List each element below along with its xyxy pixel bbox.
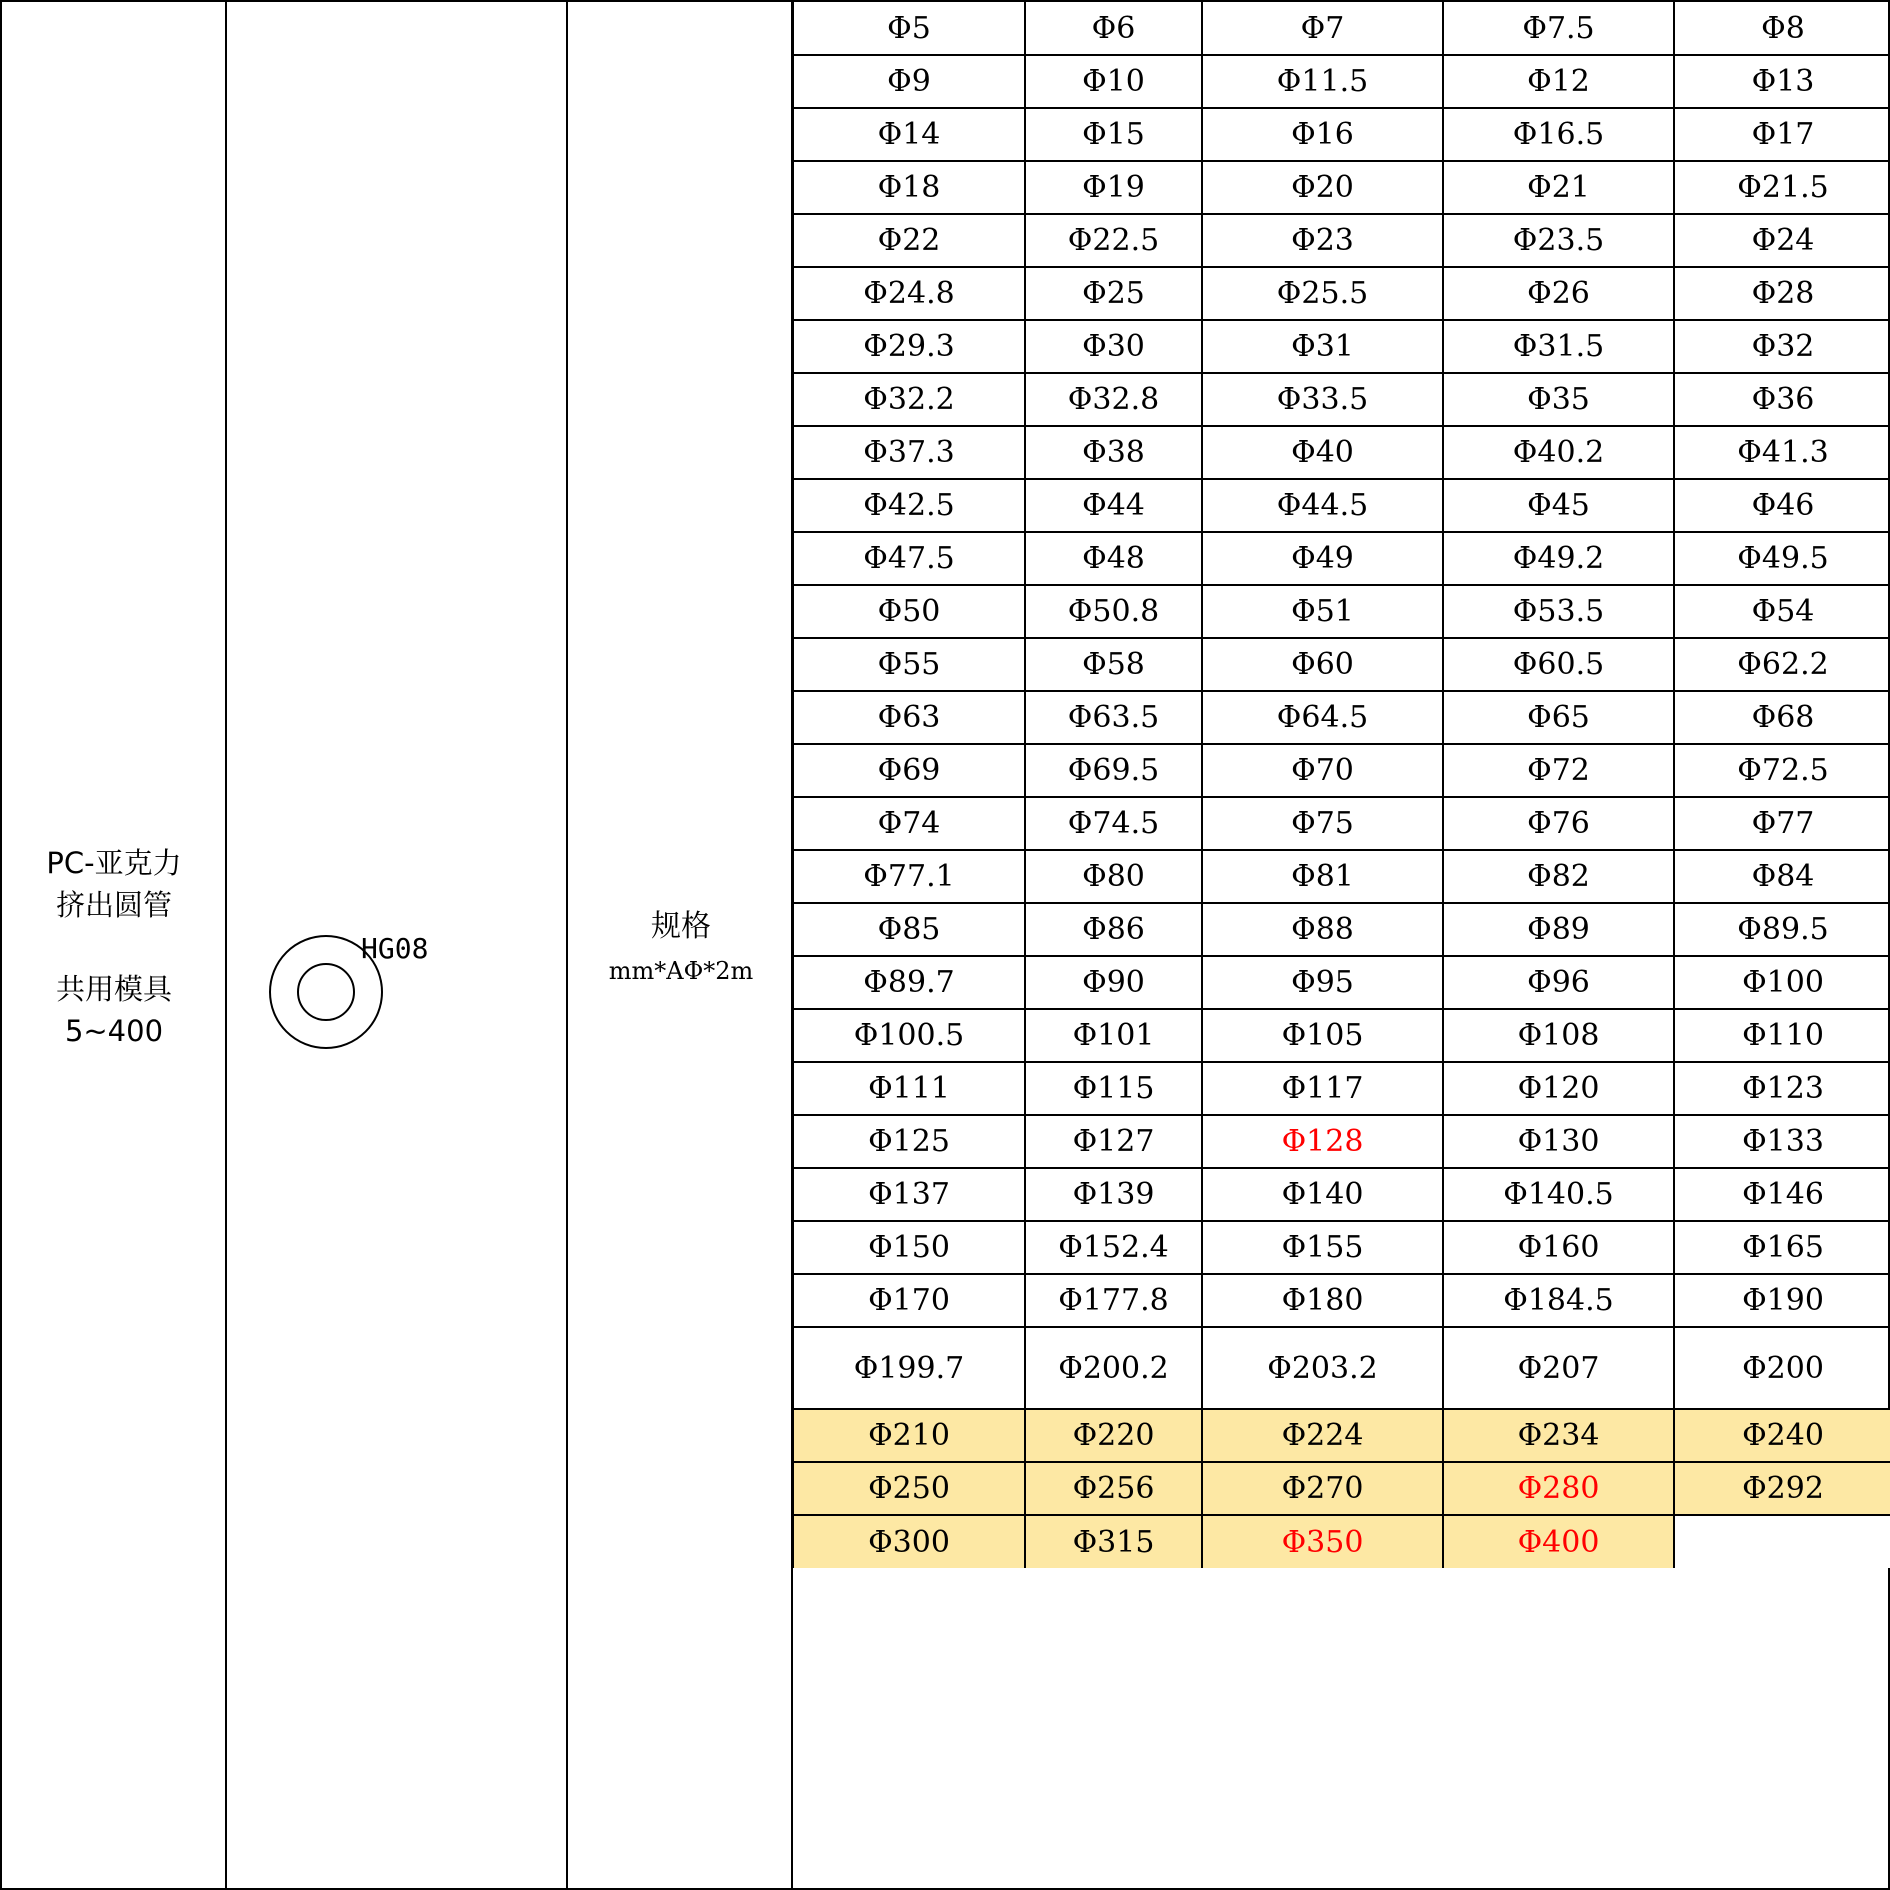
diameter-cell: Φ58 (1025, 638, 1202, 691)
product-info (2, 842, 226, 1052)
diameter-cell: Φ207 (1443, 1327, 1674, 1409)
diameter-cell: Φ128 (1202, 1115, 1443, 1168)
diameter-cell: Φ177.8 (1025, 1274, 1202, 1327)
diameter-cell: Φ32 (1674, 320, 1890, 373)
diameter-cell: Φ165 (1674, 1221, 1890, 1274)
diameter-cell: Φ86 (1025, 903, 1202, 956)
table-row (793, 1327, 1890, 1409)
diameter-cell: Φ11.5 (1202, 55, 1443, 108)
diameter-cell: Φ13 (1674, 55, 1890, 108)
diameter-cell: Φ50.8 (1025, 585, 1202, 638)
diameter-cell: Φ101 (1025, 1009, 1202, 1062)
diameter-cell: Φ10 (1025, 55, 1202, 108)
diameter-cell: Φ8 (1674, 2, 1890, 55)
diameter-cell: Φ81 (1202, 850, 1443, 903)
diameter-cell: Φ203.2 (1202, 1327, 1443, 1409)
table-row (793, 691, 1890, 744)
table-row (793, 1115, 1890, 1168)
diameter-cell: Φ84 (1674, 850, 1890, 903)
diameter-cell: Φ63 (793, 691, 1025, 744)
diameter-cell: Φ50 (793, 585, 1025, 638)
diameter-cell: Φ74 (793, 797, 1025, 850)
table-row (793, 373, 1890, 426)
diameter-cell: Φ25.5 (1202, 267, 1443, 320)
diameter-cell: Φ44 (1025, 479, 1202, 532)
diameter-cell: Φ150 (793, 1221, 1025, 1274)
diameter-cell: Φ62.2 (1674, 638, 1890, 691)
diameter-cell: Φ35 (1443, 373, 1674, 426)
diameter-cell: Φ200.2 (1025, 1327, 1202, 1409)
table-row (793, 161, 1890, 214)
diameter-cell: Φ72 (1443, 744, 1674, 797)
diameter-cell: Φ85 (793, 903, 1025, 956)
diameter-cell: Φ46 (1674, 479, 1890, 532)
diameter-cell: Φ77.1 (793, 850, 1025, 903)
table-row (793, 1462, 1890, 1515)
diameter-cell: Φ68 (1674, 691, 1890, 744)
diameter-cell: Φ26 (1443, 267, 1674, 320)
diameter-cell: Φ70 (1202, 744, 1443, 797)
diameter-cell: Φ32.2 (793, 373, 1025, 426)
empty-cell (1674, 1515, 1890, 1568)
diameter-cell: Φ40 (1202, 426, 1443, 479)
diameter-cell: Φ29.3 (793, 320, 1025, 373)
diameter-cell: Φ270 (1202, 1462, 1443, 1515)
diameter-cell: Φ69.5 (1025, 744, 1202, 797)
diameter-cell: Φ21.5 (1674, 161, 1890, 214)
diameter-cell: Φ23.5 (1443, 214, 1674, 267)
table-row (793, 638, 1890, 691)
diameter-cell: Φ100.5 (793, 1009, 1025, 1062)
diameter-cell: Φ140 (1202, 1168, 1443, 1221)
diameter-cell: Φ82 (1443, 850, 1674, 903)
diameter-cell: Φ108 (1443, 1009, 1674, 1062)
diameter-cell: Φ315 (1025, 1515, 1202, 1568)
table-row (793, 214, 1890, 267)
table-row (793, 320, 1890, 373)
diameter-cell: Φ7.5 (1443, 2, 1674, 55)
table-row (793, 744, 1890, 797)
diameter-cell: Φ300 (793, 1515, 1025, 1568)
diameter-table (792, 2, 1890, 1568)
table-row (793, 956, 1890, 1009)
table-row (793, 267, 1890, 320)
table-row (793, 903, 1890, 956)
table-row (793, 532, 1890, 585)
diameter-cell: Φ28 (1674, 267, 1890, 320)
diameter-cell: Φ48 (1025, 532, 1202, 585)
diameter-cell: Φ350 (1202, 1515, 1443, 1568)
diameter-cell: Φ184.5 (1443, 1274, 1674, 1327)
product-name-line1: PC-亚克力 (46, 846, 182, 880)
diameter-cell: Φ80 (1025, 850, 1202, 903)
diameter-cell: Φ55 (793, 638, 1025, 691)
table-row (793, 2, 1890, 55)
diameter-cell: Φ130 (1443, 1115, 1674, 1168)
diameter-cell: Φ54 (1674, 585, 1890, 638)
diameter-cell: Φ89.7 (793, 956, 1025, 1009)
product-name-line2: 挤出圆管 (55, 888, 172, 922)
diameter-cell: Φ22 (793, 214, 1025, 267)
diameter-cell: Φ65 (1443, 691, 1674, 744)
spacer (2, 926, 226, 968)
diameter-cell: Φ19 (1025, 161, 1202, 214)
diameter-cell: Φ234 (1443, 1409, 1674, 1462)
diameter-cell: Φ44.5 (1202, 479, 1443, 532)
diameter-cell: Φ5 (793, 2, 1025, 55)
diameter-cell: Φ111 (793, 1062, 1025, 1115)
table-row (793, 1409, 1890, 1462)
diameter-cell: Φ120 (1443, 1062, 1674, 1115)
diameter-cell: Φ63.5 (1025, 691, 1202, 744)
diameter-cell: Φ53.5 (1443, 585, 1674, 638)
diameter-cell: Φ117 (1202, 1062, 1443, 1115)
diameter-cell: Φ180 (1202, 1274, 1443, 1327)
diameter-cell: Φ76 (1443, 797, 1674, 850)
diameter-cell: Φ22.5 (1025, 214, 1202, 267)
diameter-cell: Φ256 (1025, 1462, 1202, 1515)
diameter-cell: Φ14 (793, 108, 1025, 161)
table-row (793, 479, 1890, 532)
diameter-cell: Φ32.8 (1025, 373, 1202, 426)
table-row (793, 426, 1890, 479)
diameter-cell: Φ89 (1443, 903, 1674, 956)
diameter-cell: Φ125 (793, 1115, 1025, 1168)
diameter-cell: Φ36 (1674, 373, 1890, 426)
diameter-cell: Φ21 (1443, 161, 1674, 214)
diameter-cell: Φ42.5 (793, 479, 1025, 532)
table-row (793, 1062, 1890, 1115)
diameter-cell: Φ16 (1202, 108, 1443, 161)
diameter-cell: Φ33.5 (1202, 373, 1443, 426)
diameter-cell: Φ18 (793, 161, 1025, 214)
diameter-cell: Φ20 (1202, 161, 1443, 214)
diameter-cell: Φ89.5 (1674, 903, 1890, 956)
diameter-cell: Φ60 (1202, 638, 1443, 691)
diameter-cell: Φ24.8 (793, 267, 1025, 320)
profile-code: HG08 (361, 932, 429, 965)
diameter-cell: Φ75 (1202, 797, 1443, 850)
diameter-cell: Φ77 (1674, 797, 1890, 850)
diameter-cell: Φ210 (793, 1409, 1025, 1462)
diameter-cell: Φ105 (1202, 1009, 1443, 1062)
diameter-cell: Φ224 (1202, 1409, 1443, 1462)
diameter-cell: Φ49.2 (1443, 532, 1674, 585)
diameter-cell: Φ146 (1674, 1168, 1890, 1221)
diameter-cell: Φ12 (1443, 55, 1674, 108)
diameter-cell: Φ152.4 (1025, 1221, 1202, 1274)
table-row (793, 108, 1890, 161)
diameter-cell: Φ170 (793, 1274, 1025, 1327)
table-row (793, 585, 1890, 638)
diameter-cell: Φ60.5 (1443, 638, 1674, 691)
diameter-cell: Φ15 (1025, 108, 1202, 161)
diameter-cell: Φ220 (1025, 1409, 1202, 1462)
mold-range: 5~400 (64, 1014, 164, 1048)
diameter-cell: Φ190 (1674, 1274, 1890, 1327)
table-row (793, 1221, 1890, 1274)
table-row (793, 55, 1890, 108)
diameter-cell: Φ24 (1674, 214, 1890, 267)
diameter-cell: Φ155 (1202, 1221, 1443, 1274)
diameter-cell: Φ400 (1443, 1515, 1674, 1568)
table-row (793, 1274, 1890, 1327)
table-row (793, 1515, 1890, 1568)
diameter-cell: Φ69 (793, 744, 1025, 797)
diameter-cell: Φ49 (1202, 532, 1443, 585)
diameter-cell: Φ199.7 (793, 1327, 1025, 1409)
diameter-cell: Φ9 (793, 55, 1025, 108)
diameter-cell: Φ95 (1202, 956, 1443, 1009)
diameter-cell: Φ31 (1202, 320, 1443, 373)
table-row (793, 797, 1890, 850)
diameter-cell: Φ100 (1674, 956, 1890, 1009)
diameter-cell: Φ30 (1025, 320, 1202, 373)
diameter-cell: Φ139 (1025, 1168, 1202, 1221)
diameter-cell: Φ47.5 (793, 532, 1025, 585)
spec-title: 规格 (651, 909, 711, 944)
spec-unit: mm*AΦ*2m (608, 957, 754, 985)
diameter-cell: Φ115 (1025, 1062, 1202, 1115)
diameter-cell: Φ31.5 (1443, 320, 1674, 373)
table-row (793, 1009, 1890, 1062)
diameter-cell: Φ250 (793, 1462, 1025, 1515)
diameter-cell: Φ200 (1674, 1327, 1890, 1409)
diameter-cell: Φ88 (1202, 903, 1443, 956)
diameter-cell: Φ74.5 (1025, 797, 1202, 850)
diameter-cell: Φ45 (1443, 479, 1674, 532)
diameter-cell: Φ90 (1025, 956, 1202, 1009)
diameter-cell: Φ64.5 (1202, 691, 1443, 744)
diameter-table-body (793, 2, 1890, 1568)
diameter-cell: Φ160 (1443, 1221, 1674, 1274)
mold-line1: 共用模具 (55, 972, 172, 1006)
diameter-cell: Φ110 (1674, 1009, 1890, 1062)
diameter-cell: Φ49.5 (1674, 532, 1890, 585)
diameter-cell: Φ240 (1674, 1409, 1890, 1462)
diameter-cell: Φ137 (793, 1168, 1025, 1221)
diameter-cell: Φ38 (1025, 426, 1202, 479)
diameter-cell: Φ127 (1025, 1115, 1202, 1168)
diameter-cell: Φ133 (1674, 1115, 1890, 1168)
diameter-cell: Φ280 (1443, 1462, 1674, 1515)
diameter-cell: Φ140.5 (1443, 1168, 1674, 1221)
diameter-cell: Φ6 (1025, 2, 1202, 55)
diameter-cell: Φ40.2 (1443, 426, 1674, 479)
diameter-cell: Φ51 (1202, 585, 1443, 638)
diameter-cell: Φ123 (1674, 1062, 1890, 1115)
table-row (793, 850, 1890, 903)
table-row (793, 1168, 1890, 1221)
diameter-cell: Φ72.5 (1674, 744, 1890, 797)
diameter-cell: Φ292 (1674, 1462, 1890, 1515)
diameter-cell: Φ96 (1443, 956, 1674, 1009)
diameter-cell: Φ23 (1202, 214, 1443, 267)
diameter-cell: Φ25 (1025, 267, 1202, 320)
diameter-cell: Φ17 (1674, 108, 1890, 161)
diameter-cell: Φ37.3 (793, 426, 1025, 479)
diameter-cell: Φ7 (1202, 2, 1443, 55)
diameter-cell: Φ16.5 (1443, 108, 1674, 161)
diameter-cell: Φ41.3 (1674, 426, 1890, 479)
